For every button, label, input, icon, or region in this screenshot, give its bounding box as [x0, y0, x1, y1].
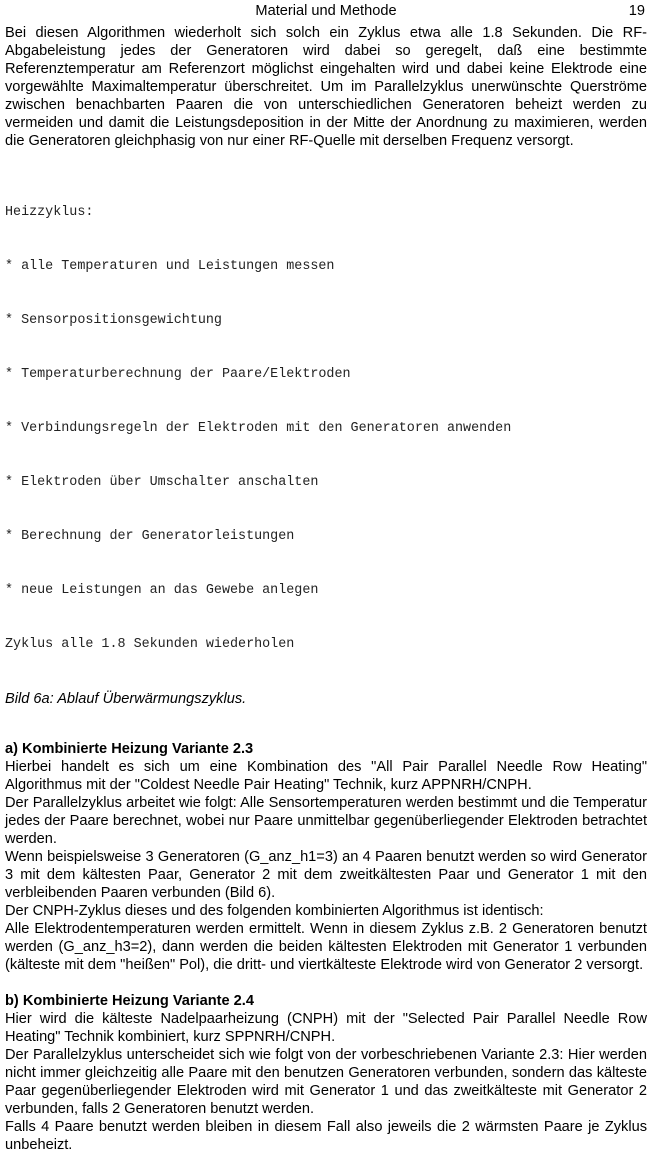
section-b-heading: b) Kombinierte Heizung Variante 2.4: [5, 993, 254, 1009]
section-a-paragraph-4a: Der CNPH-Zyklus dieses und des folgenden kombinierten Algorithmus ist identisch:: [5, 903, 544, 919]
section-a-paragraph-1: Hierbei handelt es sich um eine Kombination des "All Pair Parallel Needle Row Heating" Algorithmus mit der "Coldest Needle Pair Heating" Technik, kurz APPNRH/CNPH.: [5, 759, 647, 793]
code-line: * neue Leistungen an das Gewebe anlegen: [5, 583, 319, 598]
code-line: * Verbindungsregeln der Elektroden mit den Generatoren anwenden: [5, 421, 512, 436]
page-number: 19: [628, 3, 645, 19]
section-b-paragraph-1: Hier wird die kälteste Nadelpaarheizung (CNPH) mit der "Selected Pair Parallel Needle Row Heating" Technik kombiniert, kurz SPPNRH/CNPH.: [5, 1011, 647, 1045]
code-line: Zyklus alle 1.8 Sekunden wiederholen: [5, 637, 295, 652]
code-line: * Berechnung der Generatorleistungen: [5, 529, 295, 544]
code-line: * Sensorpositionsgewichtung: [5, 313, 222, 328]
code-line: Heizzyklus:: [5, 205, 94, 220]
heating-cycle-code-block: [5, 168, 647, 690]
code-line: * alle Temperaturen und Leistungen messen: [5, 259, 335, 274]
section-a-paragraph-4b: Alle Elektrodentemperaturen werden ermittelt. Wenn in diesem Zyklus z.B. 2 Generatoren benutzt werden (G_anz_h3=2), dann werden die beiden kältesten Elektroden mit Generator 1 verbunden (kälteste mit dem "heißen" Pol), die dritt- und viertkälteste Elektrode wird von Generator 2 versorgt.: [5, 921, 647, 973]
section-a-paragraph-3: Wenn beispielsweise 3 Generatoren (G_anz_h1=3) an 4 Paaren benutzt werden so wird Generator 3 mit dem kältesten Paar, Generator 2 mit dem zweitkältesten Paar und Generator 1 mit den verbleibenden Paaren verbunden (Bild 6).: [5, 849, 647, 901]
header-title: Material und Methode: [255, 3, 397, 19]
document-page: [5, 0, 647, 1154]
page-header: [5, 0, 647, 24]
section-b-paragraph-2: Der Parallelzyklus unterscheidet sich wie folgt von der vorbeschriebenen Variante 2.3: Hier werden nicht immer gleichzeitig alle Paare mit den benutzen Generatoren verbunden, sondern das kälteste Paar gegenüberliegender Elektroden wird mit Generator 1 und das zweitkälteste mit Generator 2 verbunden, falls 2 Generatoren benutzt werden.: [5, 1047, 647, 1117]
intro-paragraph: Bei diesen Algorithmen wiederholt sich solch ein Zyklus etwa alle 1.8 Sekunden. Die RF-Abgabeleistung jedes der Generatoren wird dabei so geregelt, daß eine bestimmte Referenztemperatur am Referenzort möglichst eingehalten wird und dabei keine Elektrode eine vorgewählte Maximaltemperatur überschreitet. Um im Parallelzyklus unerwünschte Querströme zwischen benachbarten Paaren die von unterschiedlichen Generatoren beheizt werden zu vermeiden und damit die Leistungsdeposition in der Mitte der Anordnung zu maximieren, werden die Generatoren gleichphasig von nur einer RF-Quelle mit derselben Frequenz versorgt.: [5, 25, 647, 149]
code-line: * Elektroden über Umschalter anschalten: [5, 475, 319, 490]
section-b-paragraph-3: Falls 4 Paare benutzt werden bleiben in diesem Fall also jeweils die 2 wärmsten Paare je Zyklus unbeheizt.: [5, 1119, 647, 1153]
section-a-heading: a) Kombinierte Heizung Variante 2.3: [5, 741, 254, 757]
section-a-paragraph-2: Der Parallelzyklus arbeitet wie folgt: Alle Sensortemperaturen werden bestimmt und die Temperatur jedes der Paare berechnet, wobei nur Paare unmittelbar gegenüberliegender Elektroden betrachtet werden.: [5, 795, 647, 847]
figure-caption: Bild 6a: Ablauf Überwärmungszyklus.: [5, 691, 247, 707]
code-line: * Temperaturberechnung der Paare/Elektroden: [5, 367, 351, 382]
